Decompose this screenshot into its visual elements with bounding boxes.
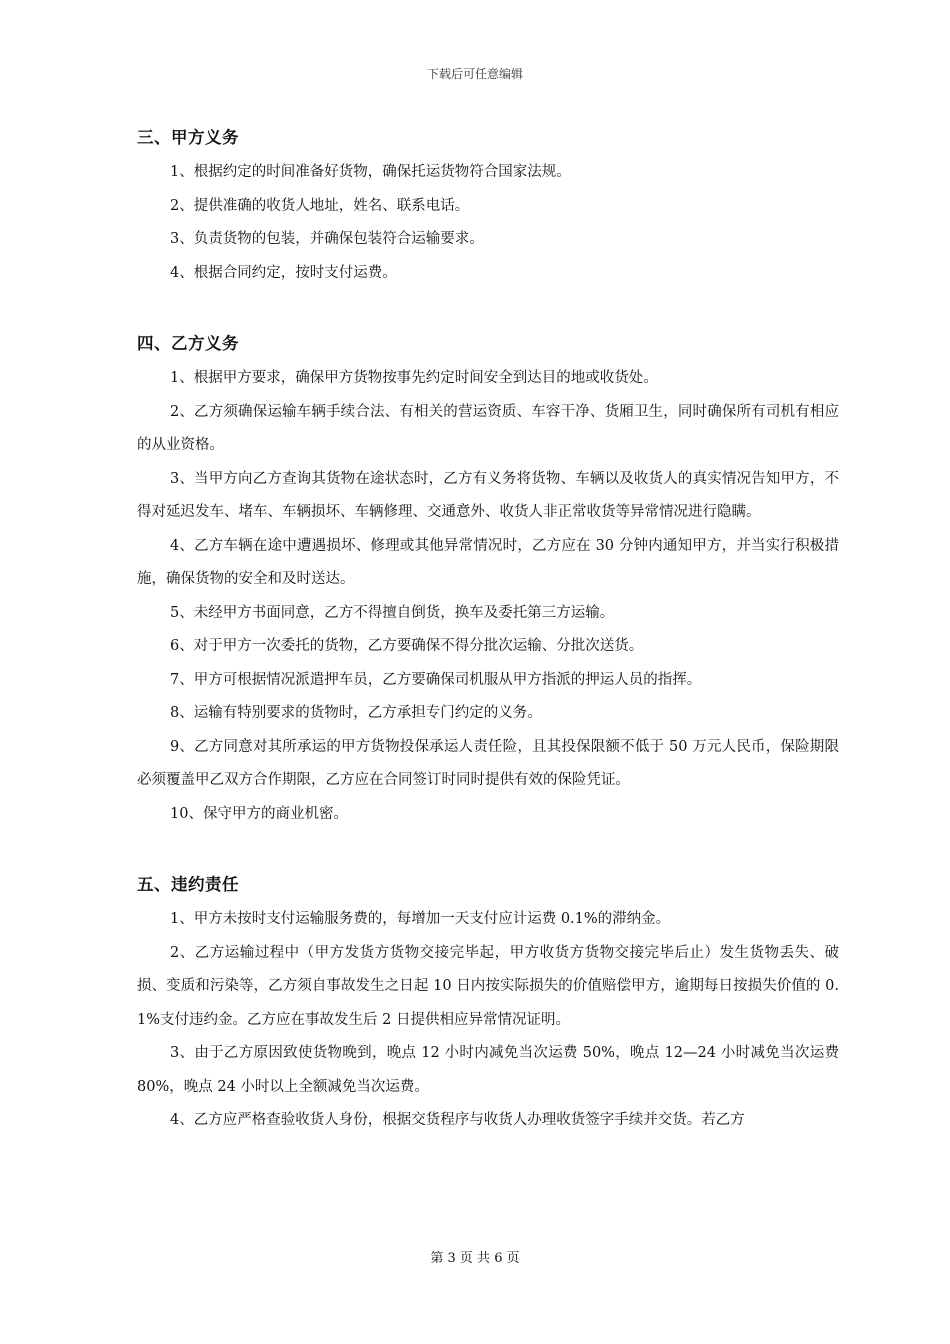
clause-paragraph: 4、乙方车辆在途中遭遇损坏、修理或其他异常情况时，乙方应在 30 分钟内通知甲方，并当实行积极措施，确保货物的安全和及时送达。 (137, 537, 839, 587)
clause-paragraph: 10、保守甲方的商业机密。 (170, 805, 348, 822)
clause-paragraph: 3、负责货物的包装，并确保包装符合运输要求。 (170, 231, 484, 247)
clause-paragraph: 8、运输有特别要求的货物时，乙方承担专门约定的义务。 (170, 705, 542, 721)
clause-paragraph: 4、乙方应严格查验收货人身份，根据交货程序与收货人办理收货签字手续并交货。若乙方 (170, 1112, 745, 1128)
clause-paragraph: 2、提供准确的收货人地址，姓名、联系电话。 (170, 197, 470, 214)
clause-paragraph: 3、由于乙方原因致使货物晚到，晚点 12 小时内减免当次运费 50%，晚点 12—24 小时减免当次运费 80%，晚点 24 小时以上全额减免当次运费。 (137, 1045, 839, 1095)
document-body (137, 120, 839, 1138)
section-party-a-obligations (137, 120, 839, 290)
clause-paragraph: 3、当甲方向乙方查询其货物在途状态时，乙方有义务将货物、车辆以及收货人的真实情况告知甲方，不得对延迟发车、堵车、车辆损坏、车辆修理、交通意外、收货人非正常收货等异常情况进行隐瞒。 (137, 470, 839, 520)
clause-paragraph: 7、甲方可根据情况派遣押车员，乙方要确保司机服从甲方指派的押运人员的指挥。 (170, 671, 702, 688)
section-heading: 三、甲方义务 (137, 128, 239, 147)
clause-paragraph: 1、根据甲方要求，确保甲方货物按事先约定时间安全到达目的地或收货处。 (170, 370, 658, 386)
clause-paragraph: 4、根据合同约定，按时支付运费。 (170, 264, 397, 281)
clause-paragraph: 5、未经甲方书面同意，乙方不得擅自倒货，换车及委托第三方运输。 (170, 604, 615, 621)
section-heading: 四、乙方义务 (137, 334, 239, 353)
clause-paragraph: 1、根据约定的时间准备好货物，确保托运货物符合国家法规。 (170, 164, 571, 180)
clause-paragraph: 2、乙方须确保运输车辆手续合法、有相关的营运资质、车容干净、货厢卫生，同时确保所有司机有相应的从业资格。 (137, 403, 839, 453)
clause-paragraph: 2、乙方运输过程中（甲方发货方货物交接完毕起，甲方收货方货物交接完毕后止）发生货物丢失、破损、变质和污染等，乙方须自事故发生之日起 10 日内按实际损失的价值赔偿甲方，逾期每日按损失价值的 0.1%支付违约金。乙方应在事故发生后 2 日提供相应异常情况证明。 (137, 944, 839, 1028)
section-party-b-obligations (137, 326, 839, 831)
page-header: 下载后可任意编辑 (426, 67, 523, 81)
page-number-footer: 第 3 页 共 6 页 (430, 1251, 520, 1266)
clause-paragraph: 1、甲方未按时支付运输服务费的，每增加一天支付应计运费 0.1%的滞纳金。 (170, 911, 671, 927)
section-breach-liability (137, 867, 839, 1138)
clause-paragraph: 6、对于甲方一次委托的货物，乙方要确保不得分批次运输、分批次送货。 (170, 638, 644, 654)
section-heading: 五、违约责任 (137, 875, 239, 894)
clause-paragraph: 9、乙方同意对其所承运的甲方货物投保承运人责任险，且其投保限额不低于 50 万元人民币，保险期限必须覆盖甲乙双方合作期限，乙方应在合同签订时同时提供有效的保险凭证。 (137, 738, 839, 788)
